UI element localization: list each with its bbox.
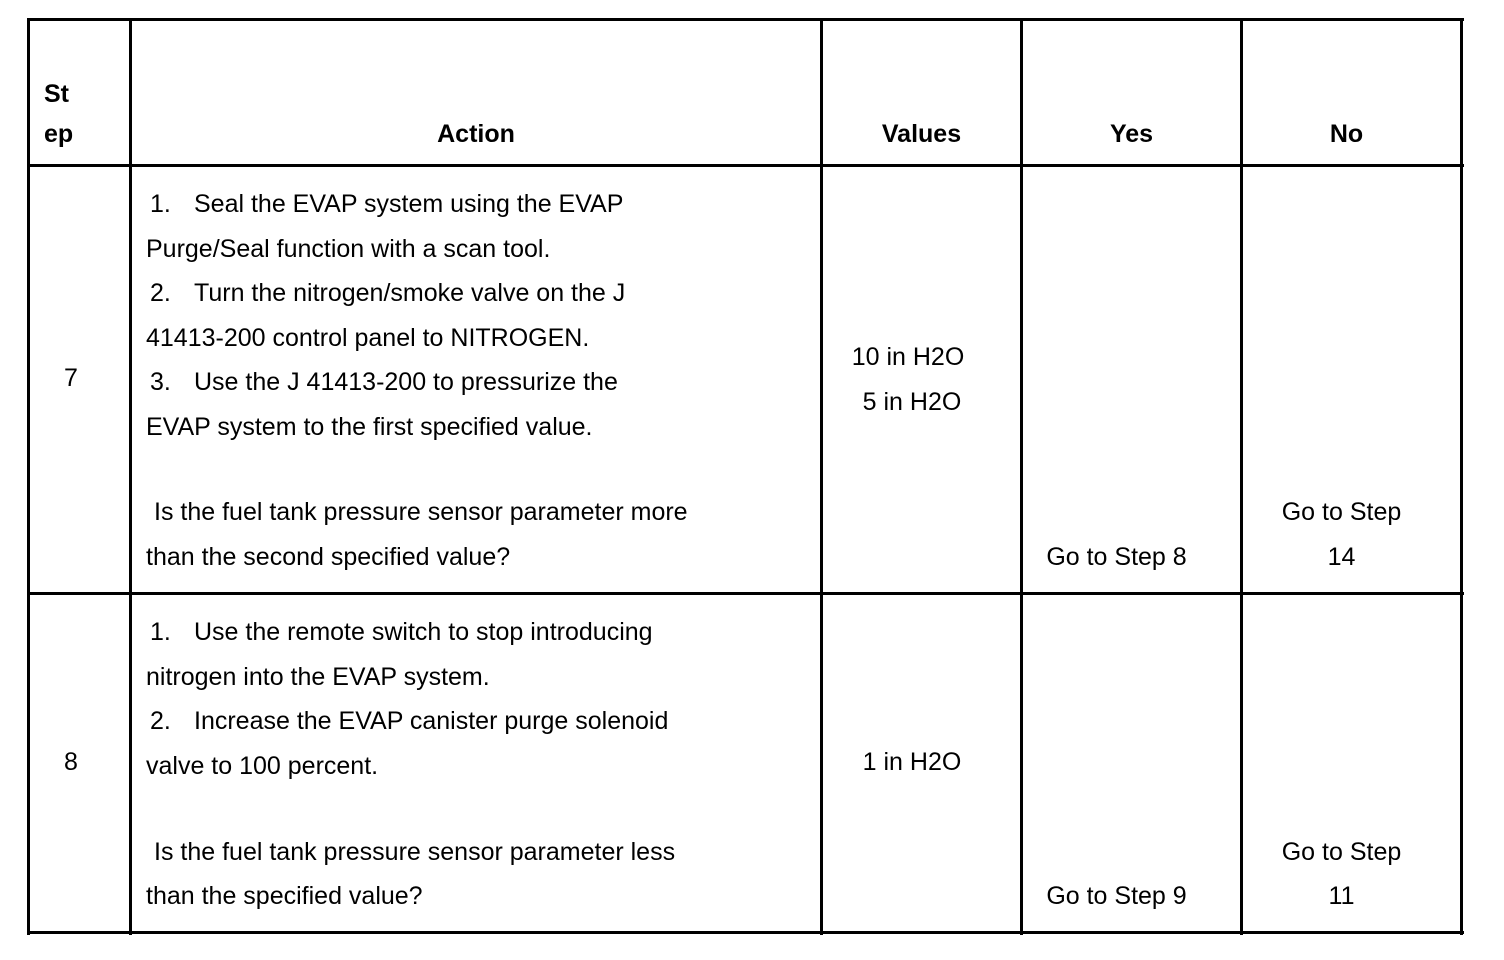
action-text: EVAP system to the first specified value. — [146, 413, 593, 441]
action-line — [146, 360, 618, 405]
action-line — [146, 405, 593, 450]
action-line — [146, 271, 625, 316]
action-line — [146, 655, 490, 700]
action-text: 41413-200 control panel to NITROGEN. — [146, 324, 590, 352]
action-text: nitrogen into the EVAP system. — [146, 663, 490, 691]
no-line: Go to Step — [1281, 498, 1402, 526]
list-number: 2. — [150, 707, 171, 735]
table-top-border — [27, 18, 1464, 21]
row-8-value: 1 in H2O — [862, 748, 962, 776]
no-line: 11 — [1328, 882, 1355, 910]
header-no: No — [1329, 120, 1364, 148]
action-text: Increase the EVAP canister purge solenoid — [194, 707, 669, 735]
list-number: 1. — [150, 618, 171, 646]
action-text: Use the J 41413-200 to pressurize the — [194, 368, 618, 396]
action-line — [146, 227, 550, 272]
row-7-step: 7 — [64, 364, 78, 392]
value-line: 5 in H2O — [862, 388, 962, 416]
no-line: 14 — [1327, 543, 1356, 571]
row-7-bottom-border — [27, 592, 1464, 595]
row-7-yes: Go to Step 8 — [1046, 543, 1187, 571]
table-right-border — [1460, 18, 1463, 935]
header-yes: Yes — [1109, 120, 1154, 148]
question-line: than the second specified value? — [146, 543, 511, 571]
list-number: 2. — [150, 279, 171, 307]
action-text: Turn the nitrogen/smoke valve on the J — [194, 279, 626, 307]
table-bottom-border — [27, 931, 1464, 934]
header-step-line2: ep — [44, 120, 74, 148]
row-8-step: 8 — [64, 748, 78, 776]
question-line: than the specified value? — [146, 882, 423, 910]
no-line: Go to Step — [1281, 838, 1402, 866]
action-values-divider — [820, 18, 823, 935]
list-number: 3. — [150, 368, 171, 396]
action-line — [146, 699, 668, 744]
yes-no-divider — [1240, 18, 1243, 935]
question-line: Is the fuel tank pressure sensor parameter more — [154, 498, 688, 526]
action-line — [146, 744, 378, 789]
header-step-line1: St — [44, 80, 69, 108]
header-bottom-border — [27, 164, 1464, 167]
action-text: valve to 100 percent. — [146, 752, 379, 780]
header-action: Action — [437, 120, 515, 148]
action-text: Seal the EVAP system using the EVAP — [194, 190, 624, 218]
table-left-border — [27, 18, 30, 935]
action-text: Use the remote switch to stop introducing — [194, 618, 653, 646]
step-action-divider — [129, 18, 132, 935]
list-number: 1. — [150, 190, 171, 218]
question-line: Is the fuel tank pressure sensor parameter less — [154, 838, 676, 866]
row-8-yes: Go to Step 9 — [1046, 882, 1187, 910]
values-yes-divider — [1020, 18, 1023, 935]
action-line — [146, 610, 653, 655]
action-line — [146, 182, 623, 227]
action-text: Purge/Seal function with a scan tool. — [146, 235, 551, 263]
header-values: Values — [881, 120, 962, 148]
header-step — [44, 74, 73, 154]
action-line — [146, 316, 589, 361]
value-line: 10 in H2O — [851, 343, 965, 371]
